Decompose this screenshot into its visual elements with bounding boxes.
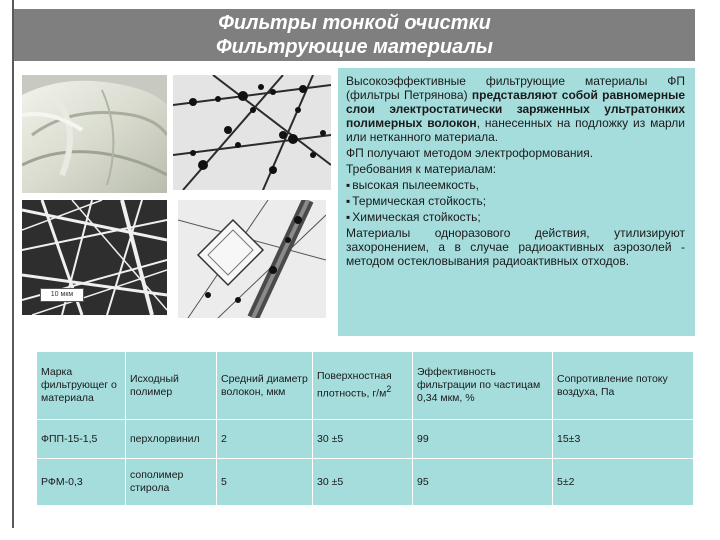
cell-diameter: 5 bbox=[217, 459, 313, 506]
header-fiber-diameter: Средний диаметр волокон, мкм bbox=[217, 352, 313, 420]
table-header-row bbox=[37, 352, 694, 420]
header-air-resistance: Сопротивление потоку воздуха, Па bbox=[553, 352, 694, 420]
photo-filter-cloth bbox=[22, 75, 167, 193]
cell-efficiency: 99 bbox=[413, 420, 553, 459]
cell-source: перхлорвинил bbox=[126, 420, 217, 459]
cell-density: 30 ±5 bbox=[313, 420, 413, 459]
cell-density: 30 ±5 bbox=[313, 459, 413, 506]
header-mark: Марка фильтрующег о материала bbox=[37, 352, 126, 420]
cell-resistance: 5±2 bbox=[553, 459, 694, 506]
table-row bbox=[37, 420, 694, 459]
requirement-item: ▪ Термическая стойкость; bbox=[346, 194, 685, 208]
title-band bbox=[14, 9, 695, 61]
title-line-2: Фильтрующие материалы bbox=[215, 36, 494, 58]
description-text bbox=[346, 74, 685, 268]
left-border-line bbox=[12, 0, 14, 528]
intro-rest: , нанесенных на подложку из марли или нетканного материала. bbox=[346, 116, 685, 144]
description-intro bbox=[346, 74, 685, 144]
title-line-1: Фильтры тонкой очистки bbox=[218, 12, 491, 34]
cell-mark: ФПП-15-1,5 bbox=[37, 420, 126, 459]
header-density-text: Поверхностная плотность, г/м bbox=[317, 370, 392, 400]
cell-source: сополимер стирола bbox=[126, 459, 217, 506]
cell-diameter: 2 bbox=[217, 420, 313, 459]
description-panel bbox=[338, 68, 695, 336]
requirement-item: ▪ высокая пылеемкость, bbox=[346, 178, 685, 192]
header-efficiency: Эффективность фильтрации по частицам 0,34 мкм, % bbox=[413, 352, 553, 420]
scale-bar-label: 10 мкм bbox=[40, 288, 84, 302]
cell-resistance: 15±3 bbox=[553, 420, 694, 459]
photo-crystal-on-fiber bbox=[178, 200, 326, 318]
photo-fibers-with-particles bbox=[173, 75, 331, 190]
description-method: ФП получают методом электроформования. bbox=[346, 146, 594, 160]
header-source-polymer: Исходный полимер bbox=[126, 352, 217, 420]
header-density-sup: 2 bbox=[386, 384, 392, 395]
requirement-item: ▪ Химическая стойкость; bbox=[346, 210, 685, 224]
intro-plain: Высокоэффективные фильтрующие материалы ФП (фильтры Петрянова) bbox=[346, 74, 685, 102]
requirements-title: Требования к материалам: bbox=[346, 162, 497, 176]
intro-bold: представляют собой равномерные слои электростатически заряженных ультратонких полимерных волокон bbox=[346, 88, 686, 130]
table-row bbox=[37, 459, 694, 506]
description-disposal: Материалы одноразового действия, утилизируют захоронением, а в случае радиоактивных аэрозолей - методом остекловывания радиоактивных отходов. bbox=[346, 226, 685, 268]
cell-efficiency: 95 bbox=[413, 459, 553, 506]
cell-mark: РФМ-0,3 bbox=[37, 459, 126, 506]
filter-materials-table bbox=[36, 351, 694, 506]
header-surface-density bbox=[313, 352, 413, 420]
